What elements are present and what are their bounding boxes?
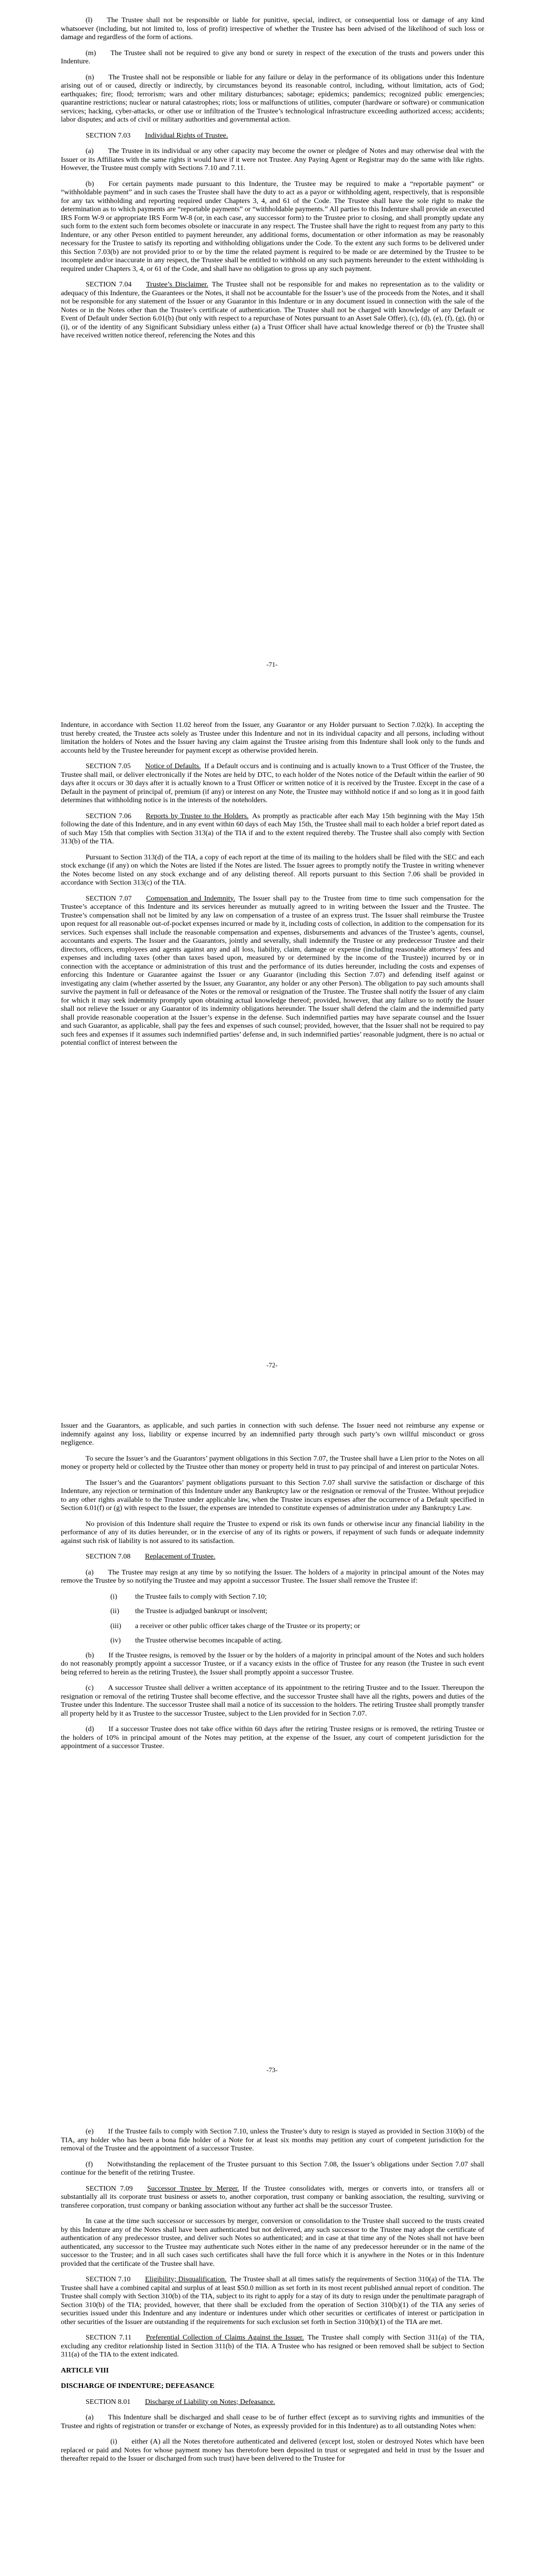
paragraph: In case at the time such successor or successors by merger, conversion or consolidation to the Trustee shall succeed to the trusts created by this Indenture any of the Notes shall have been authenticated but not delivered, any such successor to the Trustee may adopt the certificate of authentication of any predecessor trustee, and deliver such Notes so authenticated; and in case at that time any of the Notes shall not have been authenticated, any successor to the Trustee may authenticate such Notes either in the name of any predecessor hereunder or in the name of the successor to the Trustee; and in all such cases such certificates shall have the full force which it is anywhere in the Notes or in this Indenture provided that the certificate of the Trustee shall have.: [61, 2217, 484, 2268]
paragraph: (f) Notwithstanding the replacement of the Trustee pursuant to this Section 7.08, the Issuer’s obligations under Section 7.07 shall continue for the benefit of the retiring Trustee.: [61, 2160, 484, 2177]
section-heading: SECTION 7.03 Individual Rights of Trustee.: [86, 131, 228, 140]
paragraph: Pursuant to Section 313(d) of the TIA, a copy of each report at the time of its mailing to the holders shall be filed with the SEC and each stock exchange (if any) on which the Notes are listed if the Notes are listed. The Issuer agrees to promptly notify the Trustee in writing whenever the Notes become listed on any stock exchange and of any delisting thereof. All reports pursuant to this Section 7.06 shall be provided in accordance with Section 313(c) of the TIA.: [61, 853, 484, 887]
paragraph: Indenture, in accordance with Section 11.02 hereof from the Issuer, any Guarantor or any Holder pursuant to Section 7.02(k). In accepting the trust hereby created, the Trustee acts solely as Trustee under this Indenture and not in its individual capacity and all persons, including without limitation the holders of Notes and the Issuer having any claim against the Trustee arising from this Indenture shall look only to the funds and accounts held by the Trustee hereunder for payment except as otherwise provided herein.: [61, 721, 484, 755]
list-item: (ii) the Trustee is adjudged bankrupt or insolvent;: [110, 1607, 268, 1615]
document-page-73: [0, 1422, 544, 1758]
section-paragraph: SECTION 7.05 Notice of Defaults. If a Default occurs and is continuing and is actually known to a Trust Officer of the Trustee, the Trustee shall mail, or deliver electronically if the Notes are held by DTC, to each holder of the Notes notice of the Default within the earlier of 90 days after it occurs or 30 days after it is actually known to a Trust Officer or written notice of it is received by the Trustee. Except in the case of a Default in the payment of principal of, premium (if any) or interest on any Note, the Trustee may withhold notice if and so long as it in good faith determines that withholding notice is in the interests of the noteholders.: [61, 762, 484, 804]
paragraph: (a) The Trustee may resign at any time by so notifying the Issuer. The holders of a majority in principal amount of the Notes may remove the Trustee by so notifying the Trustee and may appoint a successor Trustee. The Issuer shall remove the Trustee if:: [61, 1568, 484, 1585]
section-paragraph: SECTION 7.04 Trustee’s Disclaimer. The Trustee shall not be responsible for and makes no representation as to the validity or adequacy of this Indenture, the Guarantees or the Notes, it shall not be accountable for the Issuer’s use of the proceeds from the Notes, and it shall not be responsible for any statement of the Issuer or any Guarantor in this Indenture or in any document issued in connection with the sale of the Notes or in the Notes other than the Trustee’s certificate of authentication. The Trustee shall not be charged with knowledge of any Default or Event of Default under Section 6.01(b) (but only with respect to a repurchase of Notes pursuant to an Asset Sale Offer), (c), (d), (e), (f), (g), (h) or (i), or of the identity of any Significant Subsidiary unless either (a) a Trust Officer shall have actual knowledge thereof or (b) the Trustee shall have received written notice thereof, referencing the Notes and this: [61, 281, 484, 340]
document-page-71: [0, 16, 544, 348]
paragraph: (a) This Indenture shall be discharged and shall cease to be of further effect (except as to surviving rights and immunities of the Trustee and rights of registration or transfer or exchange of Notes, as expressly provided for in this Indenture) as to all outstanding Notes when:: [61, 2414, 484, 2430]
paragraph: (b) If the Trustee resigns, is removed by the Issuer or by the holders of a majority in principal amount of the Notes and such holders do not reasonably promptly appoint a successor Trustee, or if a vacancy exists in the office of Trustee for any reason (the Trustee in such event being referred to herein as the retiring Trustee), the Issuer shall promptly appoint a successor Trustee.: [61, 1651, 484, 1676]
page-number: -71-: [266, 660, 278, 668]
article-title: DISCHARGE OF INDENTURE; DEFEASANCE: [61, 2382, 215, 2390]
paragraph: (l) The Trustee shall not be responsible or liable for punitive, special, indirect, or consequential loss or damage of any kind whatsoever (including, but not limited to, loss of profit) irrespective of whether the Trustee has been advised of the likelihood of such loss or damage and regardless of the form of actions.: [61, 16, 484, 41]
section-paragraph: SECTION 7.09 Successor Trustee by Merger. If the Trustee consolidates with, merges or converts into, or transfers all or substantially all its corporate trust business or assets to, another corporation, trust company or banking association, the resulting, surviving or transferee corporation, trust company or banking association without any further act shall be the successor Trustee.: [61, 2184, 484, 2210]
paragraph: (b) For certain payments made pursuant to this Indenture, the Trustee may be required to make a “reportable payment” or “withholdable payment” and in such cases the Trustee shall have the duty to act as a payor or withholding agent, respectively, that is responsible for any tax withholding and reporting required under Chapters 3, 4, and 61 of the Code. The Trustee shall have the sole right to make the determination as to which payments are “reportable payments” or “withholdable payments.” All parties to this Indenture shall provide an executed IRS Form W-9 or appropriate IRS Form W-8 (or, in each case, any successor form) to the Trustee prior to closing, and shall promptly update any such form to the extent such form becomes obsolete or inaccurate in any respect. The Trustee shall have the right to request from any party to this Indenture, or any other Person entitled to payment hereunder, any additional forms, documentation or other information as may be reasonably necessary for the Trustee to satisfy its reporting and withholding obligations under the Code. To the extent any such forms to be delivered under this Section 7.03(b) are not provided prior to or by the time the related payment is required to be made or are determined by the Trustee to be incomplete and/or inaccurate in any respect, the Trustee shall be entitled to withhold on any such payments hereunder to the extent withholding is required under Chapters 3, 4, or 61 of the Code, and shall have no obligation to gross up any such payment.: [61, 180, 484, 273]
paragraph: (a) The Trustee in its individual or any other capacity may become the owner or pledgee of Notes and may otherwise deal with the Issuer or its Affiliates with the same rights it would have if it were not Trustee. Any Paying Agent or Registrar may do the same with like rights. However, the Trustee must comply with Sections 7.10 and 7.11.: [61, 147, 484, 172]
section-heading: SECTION 7.08 Replacement of Trustee.: [86, 1553, 216, 1561]
paragraph: (m) The Trustee shall not be required to give any bond or surety in respect of the execution of the trusts and powers under this Indenture.: [61, 49, 484, 65]
page-number: -72-: [266, 1361, 278, 1369]
list-item: (iv) the Trustee otherwise becomes incapable of acting.: [110, 1637, 283, 1645]
paragraph: The Issuer’s and the Guarantors’ payment obligations pursuant to this Section 7.07 shall survive the satisfaction or discharge of this Indenture, any rejection or termination of this Indenture under any Bankruptcy law or the resignation or removal of the Trustee. Without prejudice to any other rights available to the Trustee under applicable law, when the Trustee incurs expenses after the occurrence of a Default specified in Section 6.01(f) or (g) with respect to the Issuer, the expenses are intended to constitute expenses of administration under any Bankruptcy Law.: [61, 1479, 484, 1512]
paragraph: Issuer and the Guarantors, as applicable, and such parties in connection with such defense. The Issuer need not reimburse any expense or indemnify against any loss, liability or expense incurred by an indemnified party through such party’s own willful misconduct or gross negligence.: [61, 1422, 484, 1447]
paragraph: (n) The Trustee shall not be responsible or liable for any failure or delay in the performance of its obligations under this Indenture arising out of or caused, directly or indirectly, by circumstances beyond its reasonable control, including, without limitation, acts of God; earthquakes; fire; flood; terrorism; wars and other military disturbances; sabotage; epidemics; pandemics; recognized public emergencies; quarantine restrictions; nuclear or natural catastrophes; riots; loss or malfunctions of utilities, computer (hardware or software) or communication services; hacking, cyber-attacks, or other use or infiltration of the Trustee’s technological infrastructure exceeding authorized access; accidents; labor disputes; and acts of civil or military authorities and governmental action.: [61, 73, 484, 124]
paragraph: To secure the Issuer’s and the Guarantors’ payment obligations in this Section 7.07, the Trustee shall have a Lien prior to the Notes on all money or property held or collected by the Trustee other than money or property held in trust to pay principal of and interest on particular Notes.: [61, 1454, 484, 1471]
document-page-72: [0, 721, 544, 1055]
paragraph: (i) either (A) all the Notes theretofore authenticated and delivered (except lost, stolen or destroyed Notes which have been replaced or paid and Notes for whose payment money has theretofore been deposited in trust or segregated and held in trust by the Issuer and thereafter repaid to the Issuer or discharged from such trust) have been delivered to the Trustee for: [61, 2438, 484, 2463]
section-heading: SECTION 8.01 Discharge of Liability on Notes; Defeasance.: [86, 2398, 275, 2406]
list-item: (i) the Trustee fails to comply with Section 7.10;: [110, 1592, 267, 1601]
section-paragraph: SECTION 7.10 Eligibility; Disqualification. The Trustee shall at all times satisfy the requirements of Section 310(a) of the TIA. The Trustee shall have a combined capital and surplus of at least $50.0 million as set forth in its most recent published annual report of condition. The Trustee shall comply with Section 310(b) of the TIA, subject to its right to apply for a stay of its duty to resign under the penultimate paragraph of Section 310(b) of the TIA; provided, however, that there shall be excluded from the operation of Section 310(b)(1) of the TIA any series of securities issued under this Indenture and any indenture or indentures under which other securities or certificates of interest or participation in other securities of the Issuer are outstanding if the requirements for such exclusion set forth in Section 310(b)(1) of the TIA are met.: [61, 2276, 484, 2326]
section-paragraph: SECTION 7.06 Reports by Trustee to the Holders. As promptly as practicable after each May 15th beginning with the May 15th following the date of this Indenture, and in any event within 60 days of each May 15th, the Trustee shall mail to each holder a brief report dated as of such May 15th that complies with Section 313(a) of the TIA if and to the extent required thereby. The Trustee shall also comply with Section 313(b) of the TIA.: [61, 812, 484, 845]
section-paragraph: SECTION 7.07 Compensation and Indemnity. The Issuer shall pay to the Trustee from time to time such compensation for the Trustee’s acceptance of this Indenture and its services hereunder as mutually agreed to in writing between the Issuer and the Trustee. The Trustee’s compensation shall not be limited by any law on compensation of a trustee of an express trust. The Issuer shall reimburse the Trustee upon request for all reasonable out-of-pocket expenses incurred or made by it, including costs of collection, in addition to the compensation for its services. Such expenses shall include the reasonable compensation and expenses, disbursements and advances of the Trustee’s agents, counsel, accountants and experts. The Issuer and the Guarantors, jointly and severally, shall indemnify the Trustee or any predecessor Trustee and their directors, officers, employees and agents against any and all loss, liability, claim, damage or expense (including reasonable attorneys’ fees and expenses and including taxes (other than taxes based upon, measured by or determined by the income of the Trustee)) incurred by or in connection with the acceptance or administration of this trust and the performance of its duties hereunder, including the costs and expenses of enforcing this Indenture or Guarantee against the Issuer or any Guarantor (including this Section 7.07) and defending itself against or investigating any claim (whether asserted by the Issuer, any Guarantor, any holder or any other Person). The obligation to pay such amounts shall survive the payment in full or defeasance of the Notes or the removal or resignation of the Trustee. The Trustee shall notify the Issuer of any claim for which it may seek indemnity promptly upon obtaining actual knowledge thereof; provided, however, that any failure so to notify the Issuer shall not relieve the Issuer or any Guarantor of its indemnity obligations hereunder. The Issuer shall defend the claim and the indemnified party shall provide reasonable cooperation at the Issuer’s expense in the defense. Such indemnified parties may have separate counsel and the Issuer and such Guarantor, as applicable, shall pay the fees and expenses of such counsel; provided, however, that the Issuer shall not be required to pay such fees and expenses if it assumes such indemnified parties’ defense and, in such indemnified parties’ reasonable judgment, there is no actual or potential conflict of interest between the: [61, 894, 484, 1047]
paragraph: (c) A successor Trustee shall deliver a written acceptance of its appointment to the retiring Trustee and to the Issuer. Thereupon the resignation or removal of the retiring Trustee shall become effective, and the successor Trustee shall have all the rights, powers and duties of the Trustee under this Indenture. The successor Trustee shall mail a notice of its succession to the holders. The retiring Trustee shall promptly transfer all property held by it as Trustee to the successor Trustee, subject to the Lien provided for in Section 7.07.: [61, 1684, 484, 1718]
article-heading: ARTICLE VIII: [61, 2366, 109, 2375]
paragraph: (e) If the Trustee fails to comply with Section 7.10, unless the Trustee’s duty to resign is stayed as provided in Section 310(b) of the TIA, any holder who has been a bona fide holder of a Note for at least six months may petition any court of competent jurisdiction for the removal of the Trustee and the appointment of a successor Trustee.: [61, 2128, 484, 2153]
paragraph: (d) If a successor Trustee does not take office within 60 days after the retiring Trustee resigns or is removed, the retiring Trustee or the holders of 10% in principal amount of the Notes may petition, at the expense of the Issuer, any court of competent jurisdiction for the appointment of a successor Trustee.: [61, 1725, 484, 1750]
section-paragraph: SECTION 7.11 Preferential Collection of Claims Against the Issuer. The Trustee shall comply with Section 311(a) of the TIA, excluding any creditor relationship listed in Section 311(b) of the TIA. A Trustee who has resigned or been removed shall be subject to Section 311(a) of the TIA to the extent indicated.: [61, 2334, 484, 2359]
document-page-74: [0, 2128, 544, 2471]
list-item: (iii) a receiver or other public officer takes charge of the Trustee or its property; or: [110, 1622, 360, 1630]
paragraph: No provision of this Indenture shall require the Trustee to expend or risk its own funds or otherwise incur any financial liability in the performance of any of its duties hereunder, or in the exercise of any of its rights or powers, if repayment of such funds or adequate indemnity against such risk of liability is not assured to its satisfaction.: [61, 1520, 484, 1545]
page-number: -73-: [266, 2066, 278, 2074]
